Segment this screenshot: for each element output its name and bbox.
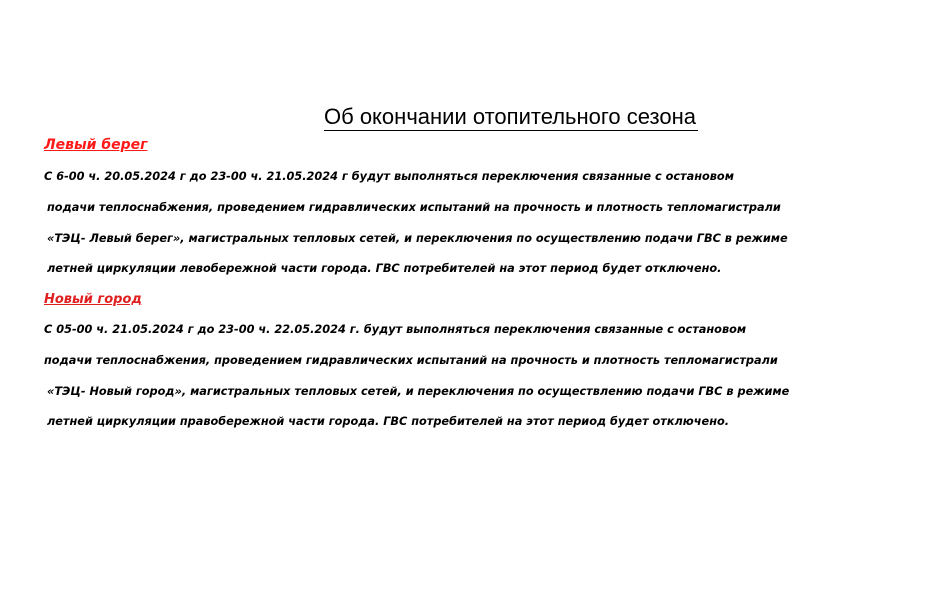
new-city-line-2: подачи теплоснабжения, проведением гидравлических испытаний на прочность и плотность тепломагистрали xyxy=(44,354,778,367)
new-city-line-4: летней циркуляции правобережной части города. ГВС потребителей на этот период будет отключено. xyxy=(47,415,730,428)
left-bank-line-4: летней циркуляции левобережной части города. ГВС потребителей на этот период будет отключено. xyxy=(47,262,722,275)
notice-title xyxy=(324,104,698,131)
left-bank-line-3: «ТЭЦ- Левый берег», магистральных тепловых сетей, и переключения по осуществлению подачи ГВС в режиме xyxy=(47,232,788,245)
new-city-line-3: «ТЭЦ- Новый город», магистральных тепловых сетей, и переключения по осуществлению подачи ГВС в режиме xyxy=(47,385,790,398)
left-bank-line-1: С 6-00 ч. 20.05.2024 г до 23-00 ч. 21.05.2024 г будут выполняться переключения связанные с остановом xyxy=(44,170,734,183)
new-city-line-1: С 05-00 ч. 21.05.2024 г до 23-00 ч. 22.05.2024 г. будут выполняться переключения связанные с остановом xyxy=(44,323,747,336)
notice-title-text: Об окончании отопительного сезона xyxy=(324,104,696,129)
left-bank-line-2: подачи теплоснабжения, проведением гидравлических испытаний на прочность и плотность тепломагистрали xyxy=(47,201,781,214)
section-heading-left-bank: Левый берег xyxy=(44,137,148,153)
section-heading-new-city: Новый город xyxy=(44,292,142,307)
